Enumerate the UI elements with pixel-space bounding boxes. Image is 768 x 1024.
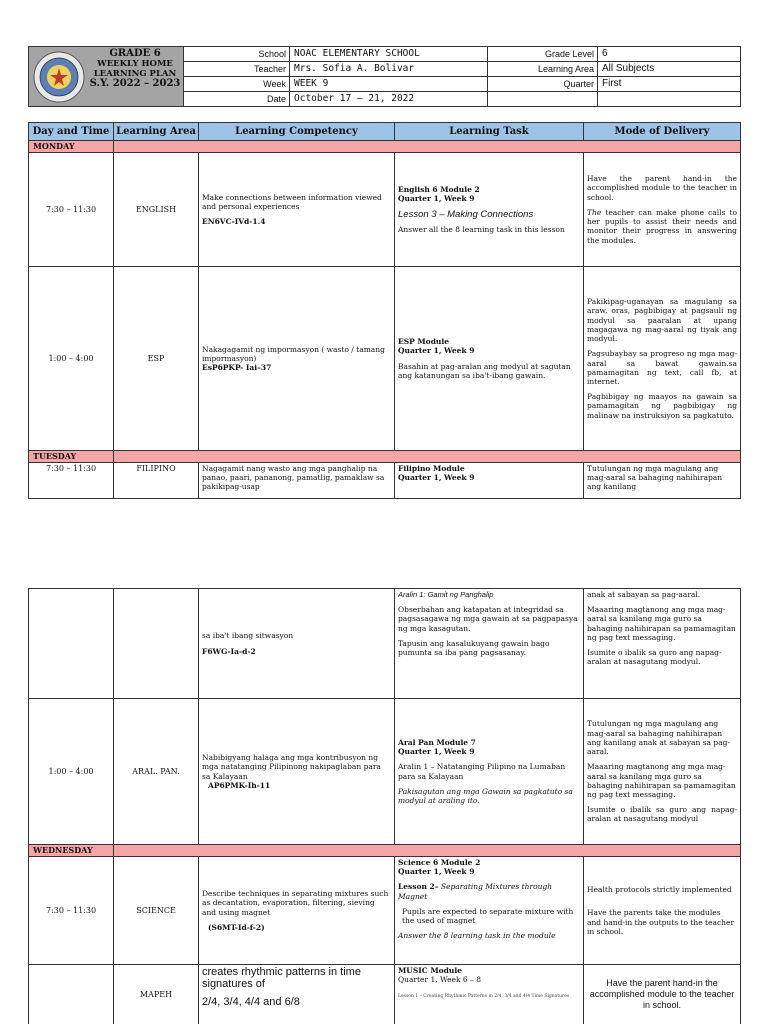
table-row [29,589,741,699]
lesson-lead: Lesson 2– [398,882,439,892]
mode-cell [584,267,741,451]
mode-text: Pagsubaybay sa progreso ng mga mag-aaral sa bawat gawain.sa pamamagitan ng text, call fb, at internet. [587,349,737,386]
date-value: October 17 – 21, 2022 [290,92,488,107]
task-text: Aralin 1 – Natatanging Pilipino na Lumaban para sa Kalayaan [398,762,566,781]
task-week: Quarter 1, Week 9 [398,747,475,757]
task-text: Answer all the 8 learning task in this lesson [398,224,565,234]
task-title: Science 6 Module 2 [398,858,481,867]
competency-text: Nakagagamit ng impormasyon ( wasto / tamang impormasyon) [202,344,385,363]
competency-text: Make connections between information viewed and personal experiences [202,192,382,211]
mode-text: teacher can make phone calls to her pupils to assist their needs and monitor their progress in answering the modules. [587,207,737,245]
mode-text: Maaaring magtanong ang mga mag- aaral sa kanilang mga guro sa bahaging nahihirapan sa pamamagitan ng pag text messaging. [587,605,736,642]
plan-header [28,46,741,107]
task-title: Filipino Module [398,464,465,473]
mode-text: anak at sabayan sa pag-aaral. [587,590,701,599]
task-title: MUSIC Module [398,966,462,975]
day-wednesday: WEDNESDAY [29,845,114,857]
mode-text: Have the parent hand-in the accomplished module to the teacher in school. [587,174,737,202]
task-week: Quarter 1, Week 9 [398,194,475,204]
day-tuesday: TUESDAY [29,451,114,463]
task-title: Aral Pan Module 7 [398,737,476,747]
table-row [29,267,741,451]
task-cell [395,965,584,1024]
table-row [29,463,741,499]
day-monday: MONDAY [29,141,114,153]
empty-cell [488,92,598,107]
task-text: Pupils are expected to separate mixture with the used of magnet [402,906,574,926]
competency-code: EN6VC-IVd-1.4 [202,217,266,227]
mode-text: Tutulungan ng mga magulang ang mag-aaral sa bahaging nahihirapan ang kanilang [587,464,723,492]
area-cell: MAPEH [114,965,199,1024]
mode-text: Have the parent hand-in the accomplished module to the teacher in school. [589,978,735,1010]
task-cell [395,153,584,267]
schedule-table-page-1 [28,122,741,499]
competency-cell [199,965,395,1024]
competency-text: as decantation, evaporation, filtering, sieving and using magnet [202,898,375,917]
task-title: English 6 Module 2 [398,185,480,195]
mode-cell [584,965,741,1024]
competency-cell [199,267,395,451]
table-row [29,699,741,845]
mode-text: Pakikipag-uganayan sa magulang sa araw, oras, pagbibigay at pagsauli ng modyul sa paaralan at upang magagawa ng mag-aaral ng tiyak ang modyul. [587,297,737,344]
empty-cell [598,92,741,107]
task-cell [395,589,584,699]
lesson-title: Separating Mixtures through Magnet [398,882,553,901]
quarter-value: First [598,77,741,92]
teacher-value: Mrs. Sofia A. Bolivar [290,62,488,77]
learning-area-label: Learning Area [488,62,598,77]
task-week: Quarter 1, Week 9 [398,346,475,356]
grade-level-label: Grade Level [488,47,598,62]
school-label: School [184,47,290,62]
area-cell: FILIPINO [114,463,199,499]
task-text: Answer the 8 learning task in the module [398,931,556,941]
task-cell [395,463,584,499]
col-competency: Learning Competency [199,123,395,141]
mode-text: Isumite o ibalik sa guro ang napag-aralan at nasagutang modyul. [587,648,722,667]
task-text: Basahin at pag-aralan ang modyul at sagutan ang katanungan sa iba't-ibang gawain. [398,361,571,380]
task-cell [395,267,584,451]
week-label: Week [184,77,290,92]
mode-lead: The [587,207,602,217]
competency-text: Describe techniques in separating mixtures such [202,889,389,899]
task-week: Quarter 1, Week 6 – 8 [398,975,481,985]
mode-text: Isumite o ibalik sa guro ang napag-aralan at nasagutang modyul [587,805,737,824]
learning-area-value: All Subjects [598,62,741,77]
area-cell: ARAL. PAN. [114,699,199,845]
competency-text: Nabibigyang halaga ang mga kontribusyon ng mga natatanging Pilipinong nakipaglaban para sa Kalayaan [202,753,381,781]
time-cell: 7:30 – 11:30 [29,857,114,965]
date-label: Date [184,92,290,107]
competency-text: sa iba't ibang sitwasyon [202,631,294,641]
competency-code: EsP6PKP- Iai–37 [202,363,272,373]
competency-cell [199,857,395,965]
competency-code: AP6PMK-Ih-11 [208,780,271,790]
plan-brand [29,47,184,107]
time-cell: 7:30 – 11:30 [29,463,114,499]
teacher-label: Teacher [184,62,290,77]
task-text: Lesson 1 – Creating Rhythmic Patterns in 2/4, 3/4 and 4/4 Time Signatures [398,994,570,1000]
time-cell: 7:30 – 11:30 [29,153,114,267]
quarter-label: Quarter [488,77,598,92]
grade-level-value: 6 [598,47,741,62]
mode-cell [584,699,741,845]
competency-cell [199,699,395,845]
task-title: ESP Module [398,337,450,347]
lesson-title: Lesson 3 – Making Connections [398,208,534,220]
col-task: Learning Task [395,123,584,141]
mode-cell [584,857,741,965]
area-cell: SCIENCE [114,857,199,965]
competency-text: creates rhythmic patterns in time signatures of [202,966,361,990]
lesson-title: Aralin 1: Gamit ng Panghalip [398,590,494,599]
mode-text: Health protocols strictly implemented [587,885,732,895]
schedule-table-page-2 [28,588,741,1024]
mode-cell [584,153,741,267]
time-cell: 1:00 – 4:00 [29,267,114,451]
competency-cell [199,463,395,499]
col-learning-area: Learning Area [114,123,199,141]
competency-text: Nagagamit nang wasto ang mga panghalip na panao, paari, pananong, pamatlig, pamaklaw sa pakikipag-usap [202,464,385,492]
plan-name-1: WEEKLY HOME [97,59,173,69]
mode-text: Have the parents take the modules and hand-in the outputs to the teacher in school. [587,908,735,936]
week-value: WEEK 9 [290,77,488,92]
mode-cell [584,589,741,699]
table-row [29,965,741,1024]
school-year: S.Y. 2022 – 2023 [89,78,181,89]
task-text: Tapusin ang kasalukuyang gawain bago pumunta sa iba pang pagsasanay. [398,638,550,658]
plan-grade: GRADE 6 [109,48,161,59]
task-week: Quarter 1, Week 9 [398,867,475,877]
task-cell [395,857,584,965]
school-value: NOAC ELEMENTARY SCHOOL [290,47,488,62]
col-mode: Mode of Delivery [584,123,741,141]
competency-code: (S6MT-Id-f-2) [208,922,265,932]
task-week: Quarter 1, Week 9 [398,473,475,483]
task-text: Pakisagutan ang mga Gawain sa pagkatuto sa modyul at araling ito. [398,786,573,805]
task-cell [395,699,584,845]
time-cell: 1:00 – 4:00 [29,699,114,845]
plan-name-2: LEARNING PLAN [93,69,177,79]
area-cell: ESP [114,267,199,451]
competency-cell [199,589,395,699]
deped-seal-icon [33,51,85,103]
time-signatures: 2/4, 3/4, 4/4 and 6/8 [202,996,300,1008]
table-row [29,857,741,965]
task-text: Obserbahan ang katapatan at integridad sa pagsasagawa ng mga gawain at sa pagpapasya ng mga kasagutan. [398,605,578,633]
competency-code: F6WG-Ia-d-2 [202,646,256,656]
table-row [29,153,741,267]
mode-text: Tutulungan ng mga magulang ang mag-aaral sa bahaging nahihirapan ang kanilang anak at sabayan sa pag-aaral. [587,719,731,757]
area-cell: ENGLISH [114,153,199,267]
mode-text: Maaaring magtanong ang mga mag- aaral sa kanilang mga guro sa bahaging nahihirapan sa pamamagitan ng pag text messaging. [587,762,736,799]
mode-text: Pagbibigay ng maayos na gawain sa pamamagitan ng pagbibigay ng malinaw na instruksiyon sa pagkatuto. [587,392,737,420]
mode-cell [584,463,741,499]
col-day-time: Day and Time [29,123,114,141]
competency-cell [199,153,395,267]
